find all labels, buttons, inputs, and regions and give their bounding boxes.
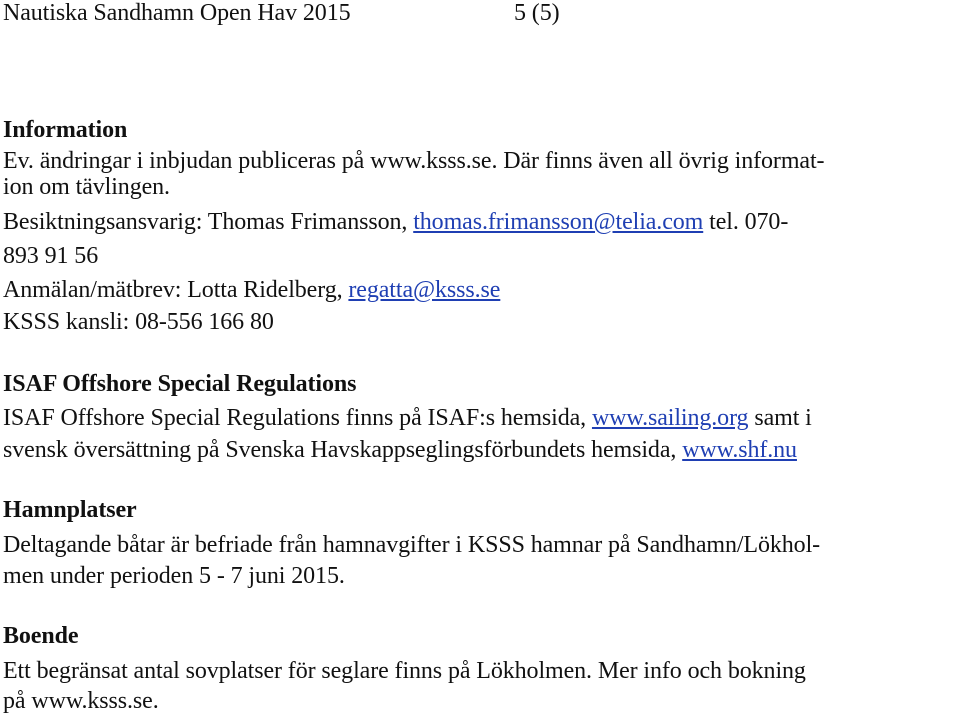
sailing-org-link[interactable]: www.sailing.org xyxy=(591,405,749,431)
shf-nu-link[interactable]: www.shf.nu xyxy=(682,437,797,463)
registration-email-link[interactable]: regatta@ksss.se xyxy=(348,277,501,303)
registration-contact-line xyxy=(3,275,500,305)
isaf-line-1-tail: samt i xyxy=(748,405,812,431)
harbor-line-1: Deltagande båtar är befriade från hamnavgifter i KSSS hamnar på Sandhamn/Lökhol- xyxy=(3,532,821,558)
isaf-line-1-text: ISAF Offshore Special Regulations finns på ISAF:s hemsida, xyxy=(3,405,592,431)
inspection-phone-part-2: 893 91 56 xyxy=(3,243,99,269)
isaf-line-1 xyxy=(3,403,812,433)
isaf-heading: ISAF Offshore Special Regulations xyxy=(3,371,357,397)
isaf-line-2 xyxy=(3,435,797,465)
inspection-label: Besiktningsansvarig: Thomas Frimansson, xyxy=(3,209,414,235)
information-line-1: Ev. ändringar i inbjudan publiceras på www.ksss.se. Där finns även all övrig informat- xyxy=(3,148,825,174)
page-number: 5 (5) xyxy=(514,0,560,26)
accommodation-heading: Boende xyxy=(3,623,79,649)
harbor-line-2: men under perioden 5 - 7 juni 2015. xyxy=(3,563,345,589)
office-phone: KSSS kansli: 08-556 166 80 xyxy=(3,309,274,335)
information-line-2: ion om tävlingen. xyxy=(3,174,170,200)
registration-label: Anmälan/mätbrev: Lotta Ridelberg, xyxy=(3,277,349,303)
accommodation-line-2: på www.ksss.se. xyxy=(3,688,159,714)
isaf-line-2-text: svensk översättning på Svenska Havskappseglingsförbundets hemsida, xyxy=(3,437,683,463)
information-heading: Information xyxy=(3,117,128,143)
document-header-title: Nautiska Sandhamn Open Hav 2015 xyxy=(3,0,351,26)
harbor-heading: Hamnplatser xyxy=(3,497,137,523)
accommodation-line-1: Ett begränsat antal sovplatser för seglare finns på Lökholmen. Mer info och bokning xyxy=(3,658,806,684)
inspection-contact-line xyxy=(3,207,788,237)
inspection-phone-part-1: tel. 070- xyxy=(703,209,789,235)
inspection-email-link[interactable]: thomas.frimansson@telia.com xyxy=(413,209,704,235)
